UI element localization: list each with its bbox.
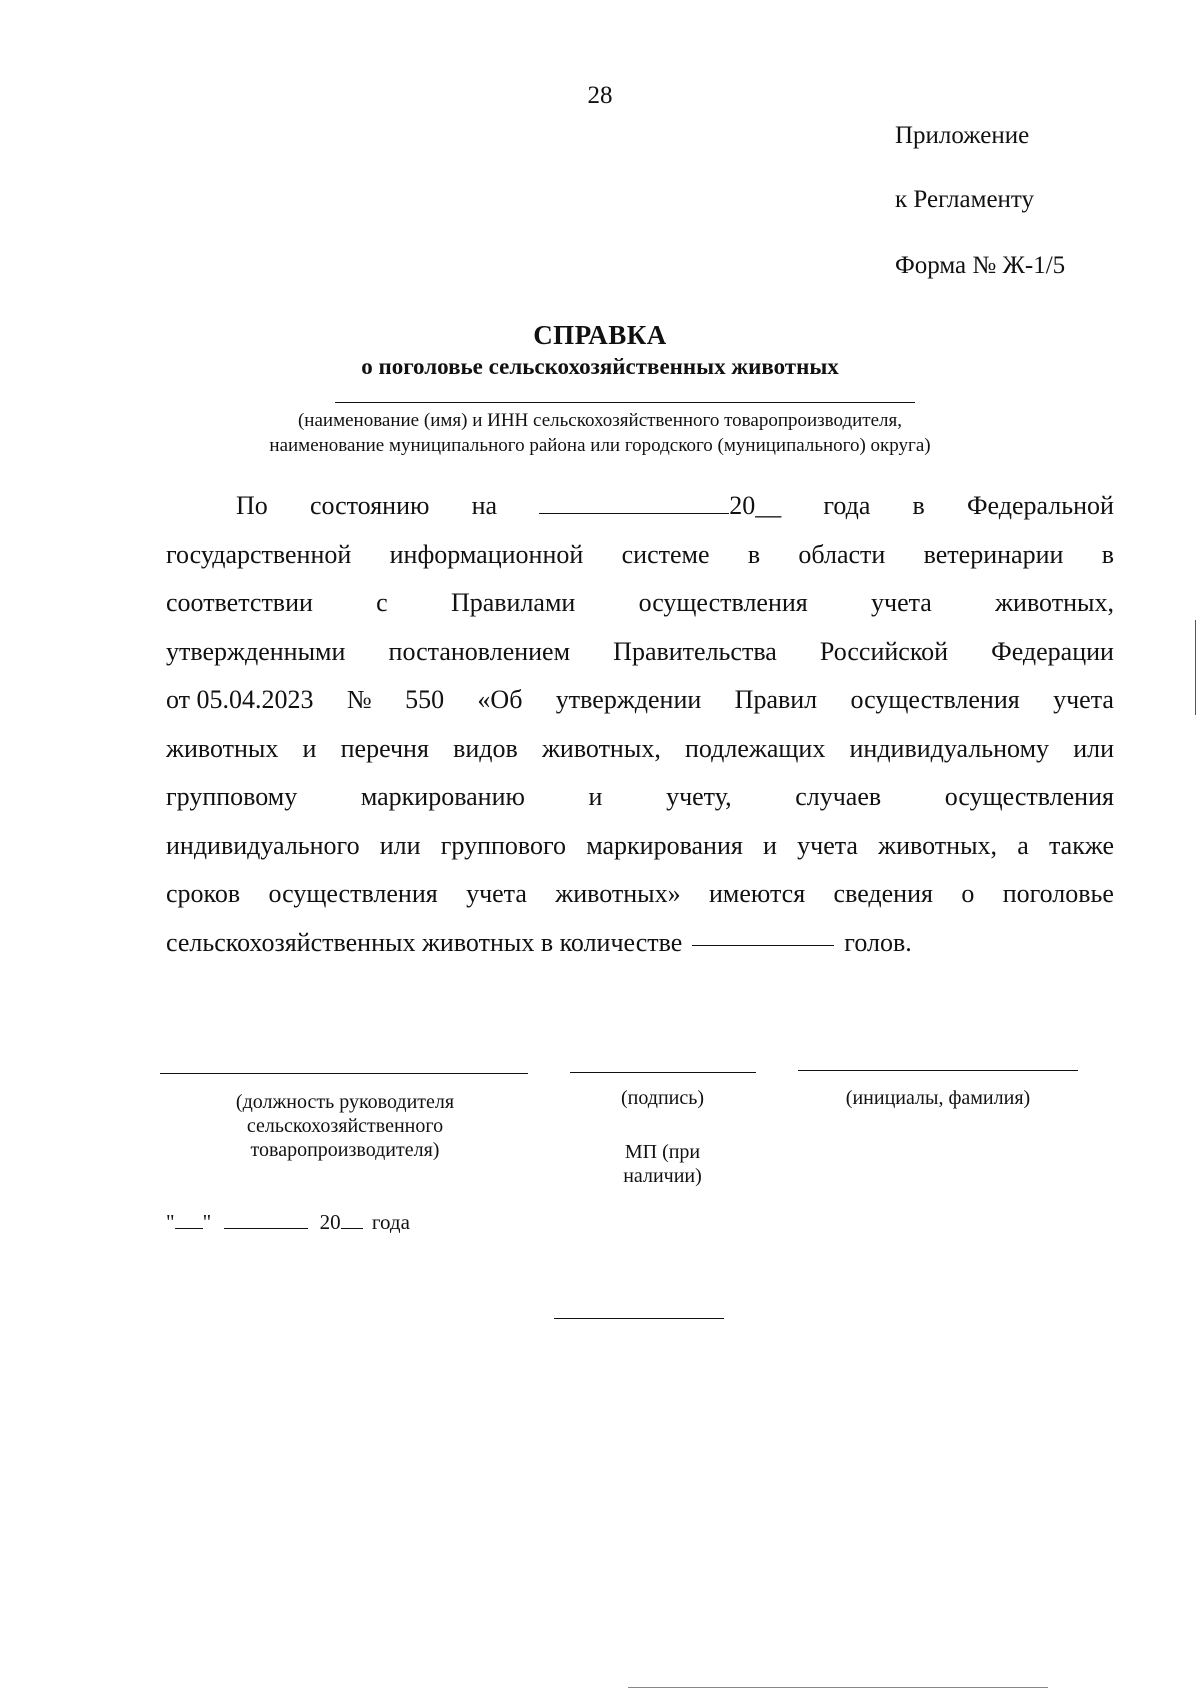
body-line-9 bbox=[166, 870, 1114, 919]
body-word: Российской bbox=[819, 636, 949, 666]
producer-name-line bbox=[335, 402, 915, 403]
date-text: " bbox=[166, 1210, 175, 1234]
date-text: 20 bbox=[319, 1210, 341, 1234]
body-word: учета bbox=[797, 830, 858, 860]
body-word: на bbox=[471, 491, 498, 520]
head-count-blank-field[interactable] bbox=[692, 919, 834, 946]
body-word: животных, bbox=[995, 588, 1114, 617]
body-line-10 bbox=[166, 919, 1114, 968]
body-word: области bbox=[798, 539, 886, 569]
year-blank-field[interactable] bbox=[341, 1210, 363, 1229]
document-title: СПРАВКА bbox=[533, 320, 667, 350]
body-word: 20__ bbox=[729, 491, 782, 520]
body-word: и bbox=[302, 733, 317, 763]
body-line-5 bbox=[166, 676, 1114, 725]
body-word: информационной bbox=[389, 539, 584, 569]
body-word: состоянию bbox=[309, 491, 430, 520]
certificate-body bbox=[166, 482, 1114, 967]
caption-line-2: наименование муниципального района или городского (муниципального) округа) bbox=[269, 435, 931, 456]
body-word: или bbox=[1073, 733, 1114, 763]
signature-date-row bbox=[166, 1210, 410, 1235]
body-word: животных» bbox=[555, 879, 681, 908]
body-word: системе bbox=[621, 539, 710, 569]
body-word: Федеральной bbox=[966, 491, 1114, 520]
body-word: соответствии bbox=[166, 588, 313, 617]
month-blank-field[interactable] bbox=[224, 1210, 308, 1229]
page-number: 28 bbox=[587, 82, 613, 109]
initials-signature-line[interactable] bbox=[798, 1070, 1078, 1071]
body-word: голов. bbox=[844, 927, 912, 957]
date-blank-field[interactable] bbox=[539, 487, 729, 514]
body-word: 550 bbox=[405, 685, 445, 714]
body-word: а bbox=[1017, 830, 1029, 860]
body-word: животных, bbox=[878, 830, 998, 860]
body-line-6 bbox=[166, 725, 1114, 774]
document-subtitle: о поголовье сельскохозяйственных животных bbox=[361, 354, 839, 379]
scan-bottom-mark bbox=[628, 1687, 1048, 1688]
body-word: ветеринарии bbox=[923, 539, 1064, 569]
body-word: Правилами bbox=[450, 588, 576, 617]
body-word: утверждении bbox=[555, 685, 702, 714]
stamp-caption: МП (при наличии) bbox=[623, 1141, 702, 1187]
body-word: осуществления bbox=[268, 879, 438, 908]
body-word: и bbox=[588, 782, 603, 811]
body-word: или bbox=[379, 830, 421, 860]
body-word: учета bbox=[871, 588, 932, 617]
body-word: маркирования bbox=[586, 830, 743, 860]
date-text: года bbox=[371, 1210, 410, 1234]
body-word: По bbox=[236, 491, 268, 520]
body-word: от 05.04.2023 bbox=[166, 685, 314, 714]
body-word: имеются bbox=[709, 879, 806, 908]
body-word: о bbox=[961, 879, 975, 908]
body-word: Правил bbox=[734, 685, 818, 714]
end-separator-line bbox=[554, 1318, 724, 1319]
body-word: учету, bbox=[666, 782, 732, 811]
body-word: учета bbox=[466, 879, 527, 908]
body-word: № bbox=[346, 685, 372, 714]
body-word: групповому bbox=[166, 782, 298, 811]
body-word: случаев bbox=[795, 782, 882, 811]
signature-line[interactable] bbox=[570, 1072, 756, 1073]
body-line-4 bbox=[166, 628, 1114, 677]
body-word: сведения bbox=[833, 879, 933, 908]
body-word: осуществления bbox=[638, 588, 808, 617]
position-signature-line[interactable] bbox=[160, 1073, 528, 1074]
body-word: года bbox=[823, 491, 871, 520]
body-line-2 bbox=[166, 531, 1114, 580]
body-word: осуществления bbox=[850, 685, 1020, 714]
position-caption: (должность руководителя сельскохозяйственного товаропроизводителя) bbox=[235, 1091, 455, 1161]
body-word: поголовье bbox=[1002, 879, 1114, 908]
appendix-reference: к Регламенту bbox=[895, 186, 1035, 213]
body-word: Правительства bbox=[613, 636, 777, 666]
body-word: учета bbox=[1053, 685, 1114, 714]
form-number: Форма № Ж-1/5 bbox=[895, 252, 1066, 279]
body-word: с bbox=[376, 588, 388, 617]
body-word: индивидуального bbox=[166, 830, 360, 860]
producer-name-caption bbox=[0, 408, 1200, 458]
body-word: в bbox=[747, 539, 761, 569]
body-line-7 bbox=[166, 773, 1114, 822]
body-word: также bbox=[1048, 830, 1114, 860]
body-word: сроков bbox=[166, 879, 241, 908]
body-word: в bbox=[1101, 539, 1114, 569]
body-line-3 bbox=[166, 579, 1114, 628]
body-word: утвержденными bbox=[166, 636, 346, 666]
body-word: индивидуальному bbox=[849, 733, 1050, 763]
body-word: государственной bbox=[166, 539, 352, 569]
body-word: подлежащих bbox=[684, 733, 826, 763]
body-line-8 bbox=[166, 822, 1114, 871]
signature-caption: (подпись) bbox=[620, 1087, 705, 1109]
body-word: маркированию bbox=[360, 782, 525, 811]
initials-caption: (инициалы, фамилия) bbox=[845, 1087, 1031, 1109]
body-word: в bbox=[912, 491, 925, 520]
body-word: группового bbox=[440, 830, 567, 860]
body-word: видов bbox=[453, 733, 518, 763]
appendix-label: Приложение bbox=[895, 122, 1030, 149]
body-word: животных, bbox=[541, 733, 661, 763]
body-word: и bbox=[763, 830, 777, 860]
body-word: сельскохозяйственных животных в количестве bbox=[166, 927, 683, 957]
body-word: осуществления bbox=[944, 782, 1114, 811]
scan-edge-mark bbox=[1195, 620, 1196, 715]
date-text: " bbox=[202, 1210, 212, 1234]
body-word: постановлением bbox=[388, 636, 571, 666]
body-word: животных bbox=[166, 733, 279, 763]
body-word: «Об bbox=[477, 685, 523, 714]
body-line-1 bbox=[166, 482, 1114, 531]
body-word: перечня bbox=[340, 733, 429, 763]
caption-line-1: (наименование (имя) и ИНН сельскохозяйственного товаропроизводителя, bbox=[297, 410, 903, 431]
day-blank-field[interactable] bbox=[175, 1210, 203, 1229]
body-word: Федерации bbox=[991, 636, 1114, 666]
